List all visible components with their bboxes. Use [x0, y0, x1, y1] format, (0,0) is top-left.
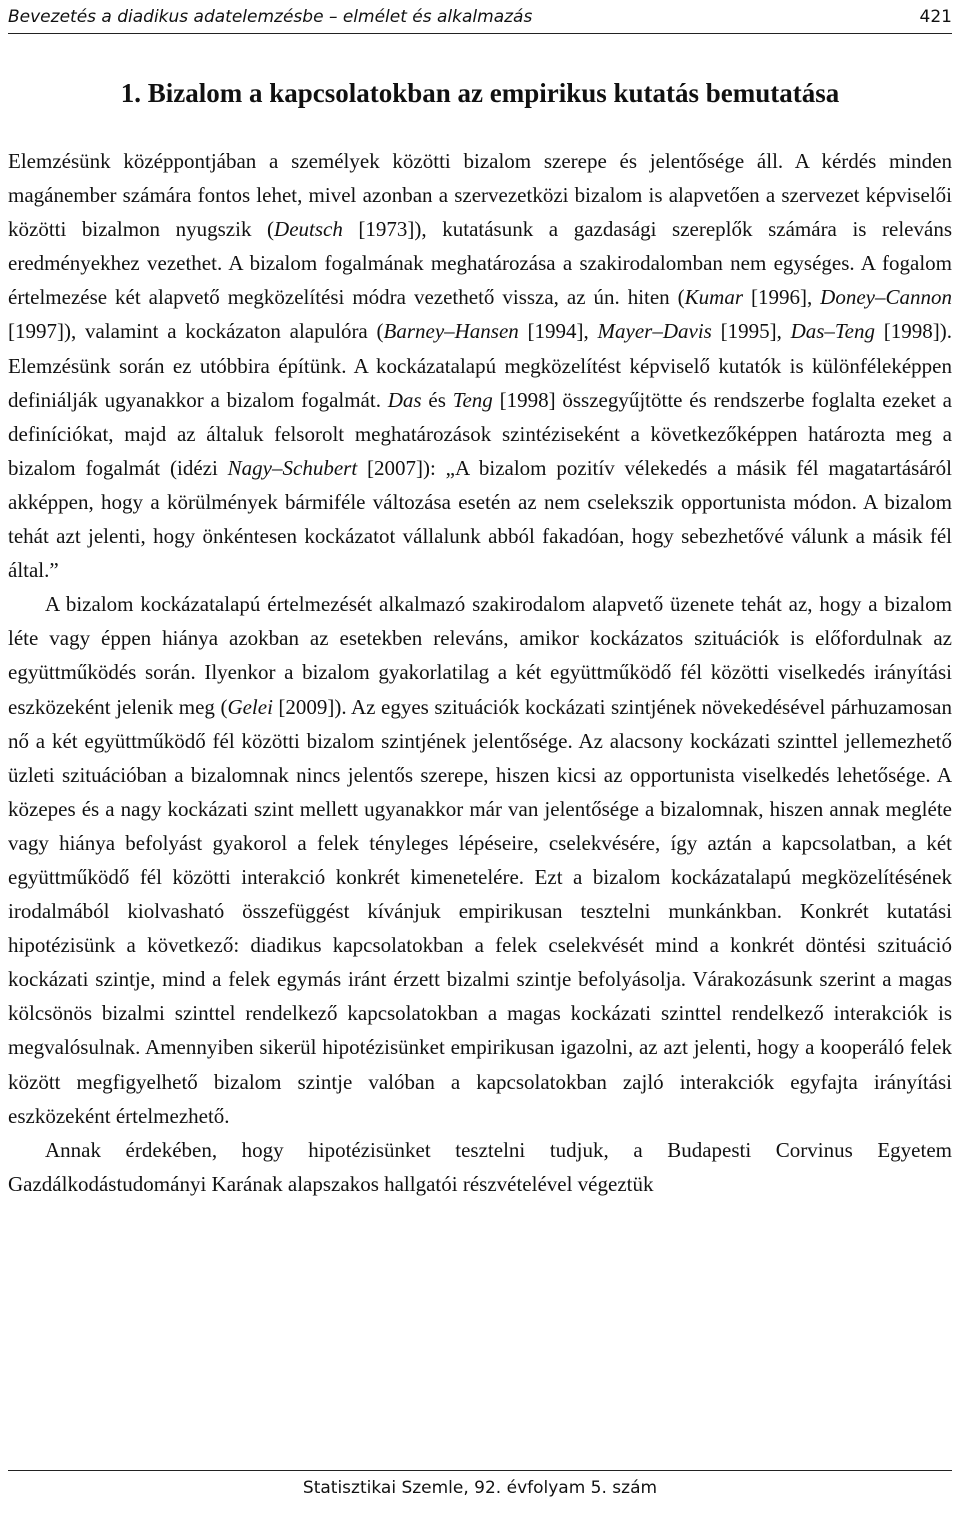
- text-run: [1996],: [743, 285, 821, 310]
- citation-author: Barney–Hansen: [383, 319, 519, 344]
- paragraph-1: [8, 144, 952, 587]
- section-title: 1. Bizalom a kapcsolatokban az empirikus kutatás bemutatása: [120, 78, 840, 108]
- text-run: Elemzésünk középpontjában a személyek közötti bizalom szerepe és jelentősége áll. A kérdés minden magánember számára fontos lehet, mivel azonban a szervezetközi bizalom is alapvetően a szervezet képviselői közötti bizalmon nyugszik (: [8, 149, 952, 242]
- text-run: [1994],: [518, 319, 598, 344]
- journal-name: Statisztikai Szemle, 92. évfolyam 5. szám: [302, 1478, 658, 1498]
- text-run: Annak érdekében, hogy hipotézisünket tesztelni tudjuk, a Budapesti Corvinus Egyetem Gazdálkodástudományi Karának alapszakos hallgatói részvételével végeztük: [8, 1137, 952, 1196]
- running-header: [8, 0, 952, 34]
- citation-author: Mayer–Davis: [597, 319, 712, 344]
- page-content: [8, 76, 952, 1201]
- citation-author: Deutsch: [274, 217, 343, 242]
- citation-author: Doney–Cannon: [820, 285, 952, 310]
- text-run: [1995],: [711, 319, 791, 344]
- paragraph-2: [8, 587, 952, 1133]
- citation-author: Teng: [452, 387, 493, 412]
- text-run: [1998]). Elemzésünk során ez utóbbira építünk. A kockázatalapú megközelítést képviselő kutatók is különféleképpen definiálják ugyanakkor a bizalom fogalmát.: [8, 319, 952, 412]
- text-run: [1998] összegyűjtötte és rendszerbe foglalta ezeket a definíciókat, majd az általuk felsorolt meghatározások szintéziseként a következőképpen határozta meg a bizalom fogalmát (idézi: [8, 387, 952, 480]
- text-run: [1973]), kutatásunk a gazdasági szereplők számára is releváns eredményekhez vezethet. A bizalom fogalmának meghatározása a szakirodalomban nem egységes. A fogalom értelmezése két alapvető megközelítési módra vezethető vissza, az ún. hiten (: [8, 217, 952, 310]
- text-run: A bizalom kockázatalapú értelmezését alkalmazó szakirodalom alapvető üzenete tehát az, hogy a bizalom léte vagy éppen hiánya azokban az esetekben releváns, amikor kockázatos szituációk is előfordulnak az együttműködés során. Ilyenkor a bizalom gyakorlatilag a két együttműködő fél közötti viselkedés irányítási eszközeként jelenik meg (: [8, 592, 952, 719]
- text-run: [2009]). Az egyes szituációk kockázati szintjének növekedésével párhuzamosan nő a két együttműködő fél közötti bizalom szintjének jelentősége. Az alacsony kockázati szinttel jellemezhető üzleti szituációban a bizalomnak nincs jelentős szerepe, hiszen kicsi az opportunista viselkedés lehetősége. A közepes és a nagy kockázati szint mellett ugyanakkor már van jelentősége a bizalomnak, hiszen annak megléte vagy hiánya befolyást gyakorol a felek tényleges lépéseire, cselekvésére, így aztán a kapcsolatban, a két együttműködő fél közötti interakció konkrét kimenetelére. Ezt a bizalom kockázatalapú megközelítésének irodalmából kiolvasható összefüggést kívánjuk empirikusan tesztelni munkánkban. Konkrét kutatási hipotézisünk a következő: diadikus kapcsolatokban a felek cselekvését mind a konkrét döntési szituáció kockázati szintje, mind a felek egymás iránt érzett bizalmi szintje befolyásolja. Várakozásunk szerint a magas kölcsönös bizalmi szinttel rendelkező kapcsolatokban a magas kockázati szinttel rendelkező interakciók is megvalósulnak. Amennyiben sikerül hipotézisünket empirikusan igazolni, az azt jelenti, hogy a kooperáló felek között megfigyelhető bizalom szintje valóban a kapcsolatokban zajló interakciók egyfajta irányítási eszközeként értelmezhető.: [8, 694, 952, 1128]
- citation-author: Das: [387, 387, 422, 412]
- footer: [0, 1478, 960, 1498]
- text-run: [2007]): „A bizalom pozitív vélekedés a másik fél magatartásáról akképpen, hogy a körülmények bármiféle változása esetén az nem cselekszik opportunista módon. A bizalom tehát azt jelenti, hogy önkéntesen kockázatot vállalunk abból fakadóan, hogy sebezhetővé válunk a másik fél által.”: [8, 455, 952, 583]
- paragraph-3: [8, 1133, 952, 1201]
- running-title: Bevezetés a diadikus adatelemzésbe – elmélet és alkalmazás: [8, 6, 533, 27]
- citation-author: Das–Teng: [790, 319, 876, 344]
- page-number: 421: [919, 6, 952, 27]
- text-run: [1997]), valamint a kockázaton alapulóra (: [8, 319, 384, 344]
- citation-author: Kumar: [684, 285, 743, 310]
- citation-author: Nagy–Schubert: [227, 455, 358, 480]
- footer-rule: [8, 1470, 952, 1471]
- text-run: és: [421, 387, 453, 412]
- citation-author: Gelei: [227, 694, 273, 719]
